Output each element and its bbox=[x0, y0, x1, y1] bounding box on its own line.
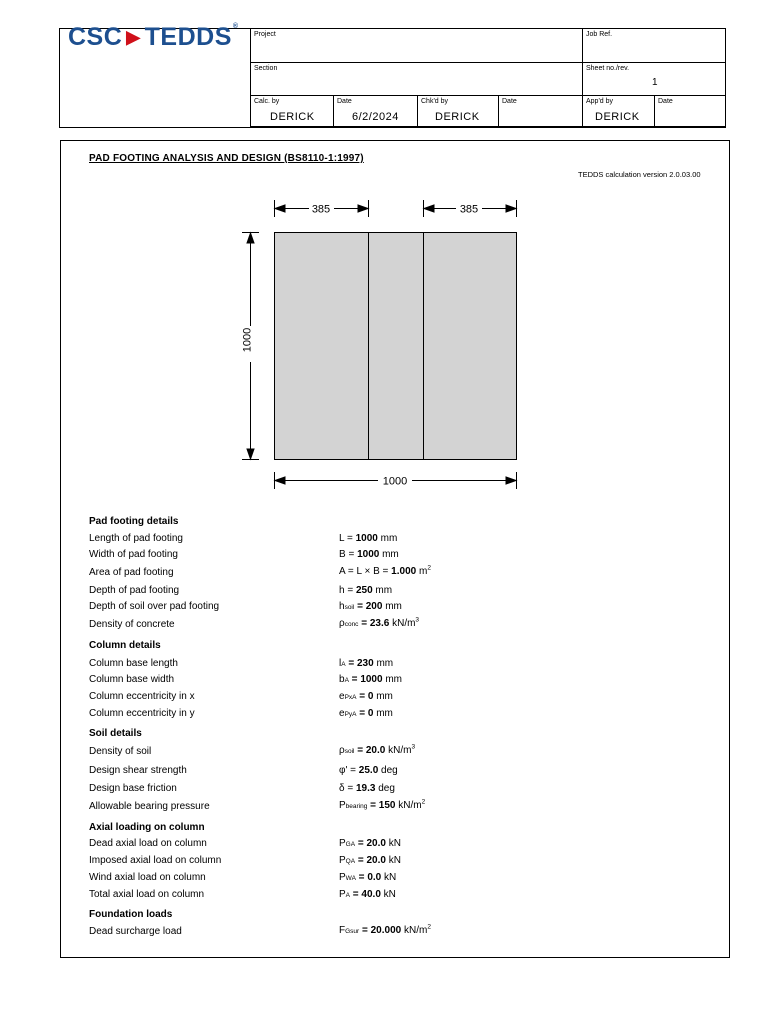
date2-label: Date bbox=[502, 98, 517, 105]
dead-surcharge-value: FGsur = 20.000 $kN/m^2$ bbox=[339, 923, 431, 936]
chkd-value: DERICK bbox=[435, 111, 480, 123]
jobref-label: Job Ref. bbox=[586, 31, 613, 38]
calc-label: Calc. by bbox=[254, 98, 280, 105]
density-soil-label: Density of soil bbox=[89, 746, 152, 757]
imposed-axial-label: Imposed axial load on column bbox=[89, 855, 222, 866]
dim-left-top-label: 385 bbox=[311, 203, 331, 216]
ecc-y-label: Column eccentricity in y bbox=[89, 708, 195, 719]
col-width-value: bA = 1000 mm bbox=[339, 674, 403, 685]
density-conc-value: ρconc = 23.6 $kN/m^3$ bbox=[339, 616, 420, 629]
total-axial-label: Total axial load on column bbox=[89, 889, 205, 900]
dim-width-label: 1000 bbox=[382, 475, 408, 488]
section-axial: Axial loading on column bbox=[89, 822, 205, 833]
col-length-value: lA = 230 mm bbox=[339, 658, 394, 669]
dim-right-top-label: 385 bbox=[459, 203, 479, 216]
width-value: B = 1000 mm bbox=[339, 549, 399, 560]
section-label: Section bbox=[254, 65, 278, 72]
friction-label: Design base friction bbox=[89, 783, 177, 794]
imposed-axial-value: PQA = 20.0 kN bbox=[339, 855, 401, 866]
sheet-label: Sheet no./rev. bbox=[586, 65, 630, 72]
wind-axial-label: Wind axial load on column bbox=[89, 872, 206, 883]
dead-surcharge-label: Dead surcharge load bbox=[89, 926, 182, 937]
section-pad-footing: Pad footing details bbox=[89, 516, 179, 527]
depth-label: Depth of pad footing bbox=[89, 585, 180, 596]
length-value: L = 1000 mm bbox=[339, 533, 398, 544]
version-note: TEDDS calculation version 2.0.03.00 bbox=[578, 170, 701, 179]
depth-value: h = 250 mm bbox=[339, 585, 393, 596]
bearing-label: Allowable bearing pressure bbox=[89, 801, 210, 812]
ecc-y-value: ePyA = 0 mm bbox=[339, 708, 393, 719]
density-conc-label: Density of concrete bbox=[89, 619, 175, 630]
project-label: Project bbox=[254, 31, 276, 38]
dead-axial-value: PGA = 20.0 kN bbox=[339, 838, 401, 849]
play-arrow-icon: ▶ bbox=[126, 27, 141, 47]
section-foundation: Foundation loads bbox=[89, 909, 173, 920]
shear-label: Design shear strength bbox=[89, 765, 187, 776]
area-value: A = L × B = 1.000 $m^2$ bbox=[339, 564, 431, 577]
csc-tedds-logo: CSC ▶ TEDDS® bbox=[68, 23, 239, 51]
section-column: Column details bbox=[89, 640, 161, 651]
depth-soil-label: Depth of soil over pad footing bbox=[89, 601, 220, 612]
date1-label: Date bbox=[337, 98, 352, 105]
density-soil-value: ρsoil = 20.0 $kN/m^3$ bbox=[339, 743, 416, 756]
bearing-value: Pbearing = 150 $kN/m^2$ bbox=[339, 798, 426, 811]
chkd-label: Chk'd by bbox=[421, 98, 449, 105]
shear-value: φ' = 25.0 deg bbox=[339, 765, 398, 776]
total-axial-value: PA = 40.0 kN bbox=[339, 889, 396, 900]
dead-axial-label: Dead axial load on column bbox=[89, 838, 207, 849]
calc-value: DERICK bbox=[270, 111, 315, 123]
depth-soil-value: hsoil = 200 mm bbox=[339, 601, 402, 612]
wind-axial-value: PWA = 0.0 kN bbox=[339, 872, 397, 883]
width-label: Width of pad footing bbox=[89, 549, 178, 560]
section-soil: Soil details bbox=[89, 728, 142, 739]
sheet-value: 1 bbox=[652, 77, 659, 88]
dim-height-label: 1000 bbox=[241, 327, 254, 353]
date1-value: 6/2/2024 bbox=[352, 111, 399, 123]
friction-value: δ = 19.3 deg bbox=[339, 783, 395, 794]
area-label: Area of pad footing bbox=[89, 567, 174, 578]
date3-label: Date bbox=[658, 98, 673, 105]
length-label: Length of pad footing bbox=[89, 533, 183, 544]
page-title: PAD FOOTING ANALYSIS AND DESIGN (BS8110-1:1997) bbox=[89, 153, 364, 164]
column-plan bbox=[369, 233, 424, 460]
ecc-x-value: ePxA = 0 mm bbox=[339, 691, 393, 702]
col-width-label: Column base width bbox=[89, 674, 175, 685]
appd-label: App'd by bbox=[586, 98, 614, 105]
appd-value: DERICK bbox=[595, 111, 640, 123]
ecc-x-label: Column eccentricity in x bbox=[89, 691, 195, 702]
col-length-label: Column base length bbox=[89, 658, 178, 669]
